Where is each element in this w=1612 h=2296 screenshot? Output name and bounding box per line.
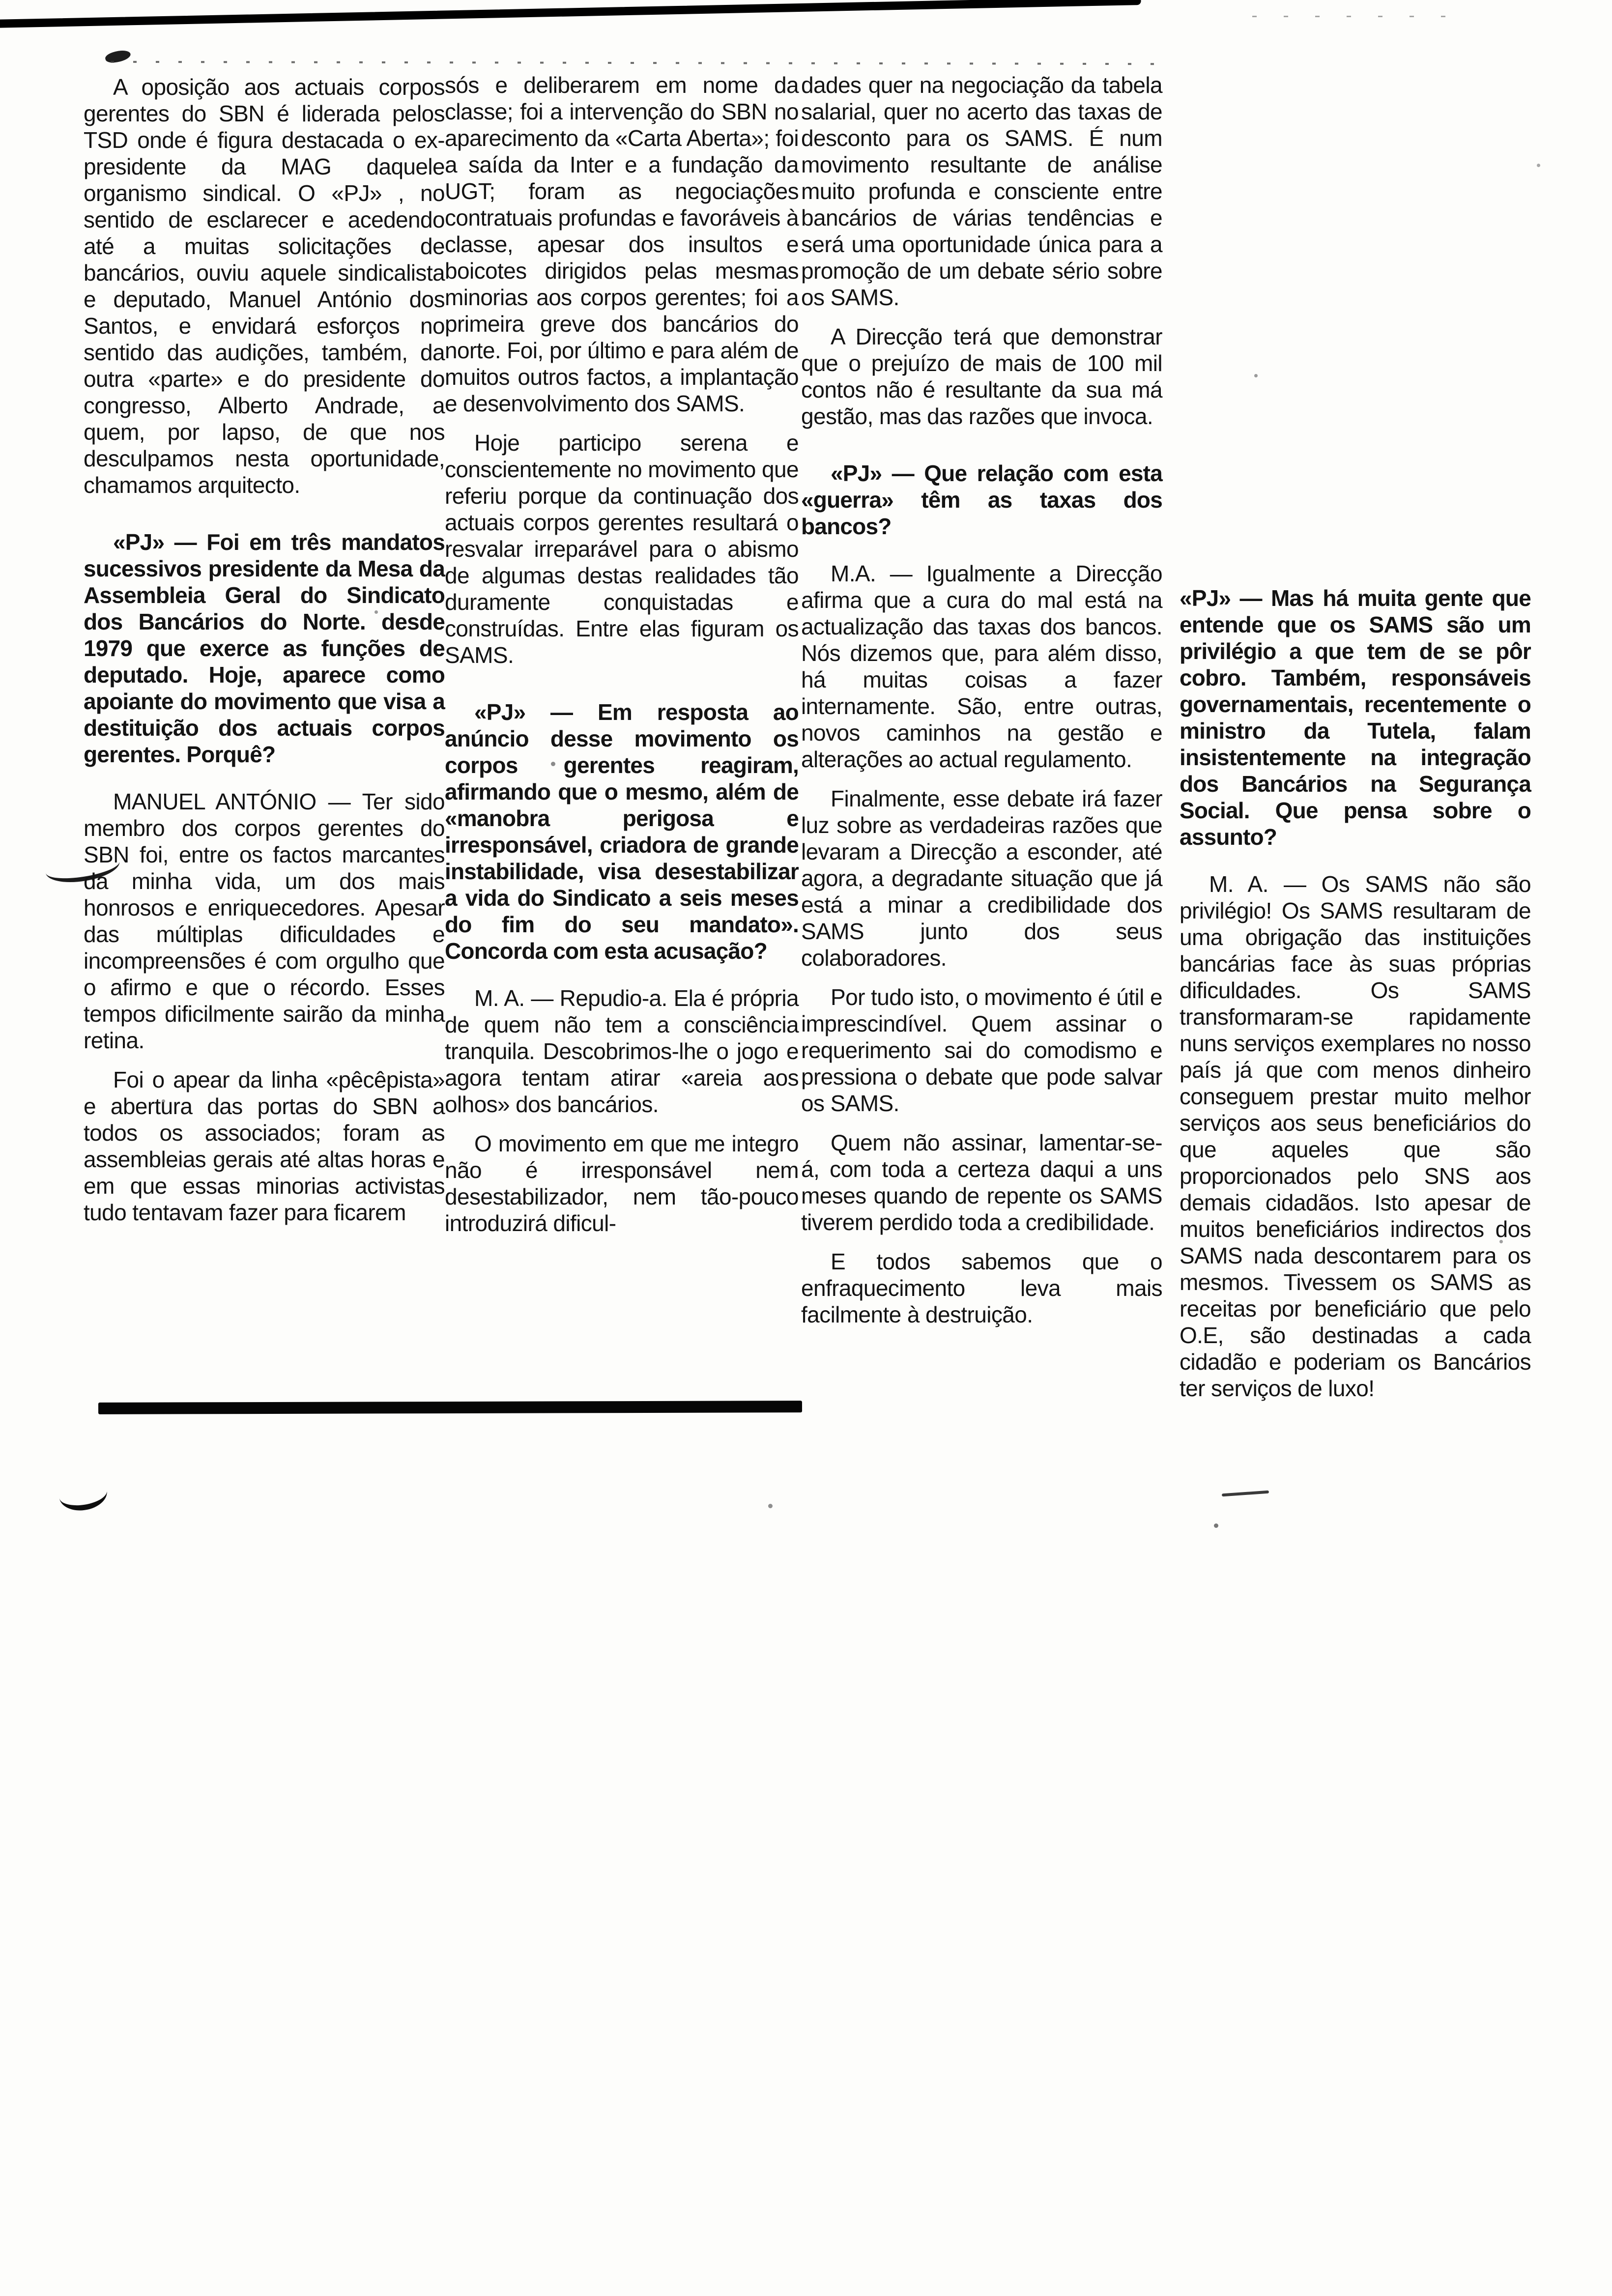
article-column-1 xyxy=(84,74,445,1226)
handwritten-margin-mark xyxy=(57,1475,110,1514)
question-paragraph: «PJ» — Mas há muita gente que entende que os SAMS são um privilégio a que tem de se pôr cobro. Também, responsáveis governamentais, recentemente o ministro da Tutela, falam insistentemente na integração dos Bancários na Segurança Social. Que pensa sobre o assunto? xyxy=(1180,585,1531,850)
article-column-2 xyxy=(445,72,799,1236)
body-paragraph: Finalmente, esse debate irá fazer luz sobre as verdadeiras razões que levaram a Direcção a esconder, até agora, a degradante situação que já está a minar a credibilidade dos SAMS junto dos seus colaboradores. xyxy=(801,786,1162,971)
scan-noise-specks xyxy=(0,0,2,2)
article-column-4 xyxy=(1180,585,1531,1402)
body-paragraph: dades quer na negociação da tabela salarial, quer no acerto das taxas de desconto para os SAMS. É num movimento resultante de análise muito profunda e consciente entre bancários de várias tendências e será uma oportunidade única para a promoção de um debate sério sobre os SAMS. xyxy=(801,72,1162,310)
intro-paragraph: A oposição aos actuais corpos gerentes do SBN é liderada pelos TSD onde é figura destacada o ex-presidente da MAG daquele organismo sindical. O «PJ» , no sentido de esclarecer e acedendo até a muitas solicitações de bancários, ouviu aquele sindicalista e deputado, Manuel António dos Santos, e envidará esforços no sentido das audições, também, da outra «parte» e do presidente do congresso, Alberto Andrade, a quem, por lapso, de que nos desculpamos nesta oportunidade, chamamos arquitecto. xyxy=(84,74,445,498)
body-paragraph: A Direcção terá que demonstrar que o prejuízo de mais de 100 mil contos não é resultante da sua má gestão, mas das razões que invoca. xyxy=(801,324,1162,429)
answer-paragraph: MANUEL ANTÓNIO — Ter sido membro dos corpos gerentes do SBN foi, entre os factos marcantes da minha vida, um dos mais honrosos e enriquecedores. Apesar das múltiplas dificuldades e incompreensões é com orgulho que o afirmo e que o récordo. Esses tempos dificilmente sairão da minha retina. xyxy=(84,789,445,1053)
article-column-3 xyxy=(801,72,1162,1328)
answer-paragraph: M. A. — Repudio-a. Ela é própria de quem não tem a consciência tranquila. Descobrimos-lhe o jogo e agora tentam atirar «areia aos olhos» dos bancários. xyxy=(445,985,799,1117)
scan-artifact xyxy=(111,61,1162,65)
body-paragraph: E todos sabemos que o enfraquecimento leva mais facilmente à destruição. xyxy=(801,1249,1162,1327)
body-paragraph: sós e deliberarem em nome da classe; foi a intervenção do SBN no aparecimento da «Carta Aberta»; foi a saída da Inter e a fundação da UGT; foram as negociações contratuais profundas e favoráveis à classe, apesar dos insultos e boicotes dirigidos pelas mesmas minorias aos corpos gerentes; foi a primeira greve dos bancários do norte. Foi, por último e para além de muitos outros factos, a implantação e desenvolvimento dos SAMS. xyxy=(445,72,799,416)
body-paragraph: Quem não assinar, lamentar-se-á, com toda a certeza daqui a uns meses quando de repente os SAMS tiverem perdido toda a credibilidade. xyxy=(801,1130,1162,1235)
handwritten-margin-mark xyxy=(1222,1491,1269,1497)
question-paragraph: «PJ» — Foi em três mandatos sucessivos presidente da Mesa da Assembleia Geral do Sindicato dos Bancários do Norte. desde 1979 que exerce as funções de deputado. Hoje, aparece como apoiante do movimento que visa a destituição dos actuais corpos gerentes. Porquê? xyxy=(84,529,445,767)
top-edge-scan-bar xyxy=(0,0,1141,28)
answer-paragraph: M. A. — Os SAMS não são privilégio! Os SAMS resultaram de uma obrigação das instituições bancárias face às suas próprias dificuldades. Os SAMS transformaram-se rapidamente nuns serviços exemplares no nosso país já que com menos dinheiro conseguem prestar muito melhor serviços aos seus beneficiários do que aqueles que são proporcionados pelo SNS aos demais cidadãos. Isto apesar de muitos beneficiários indirectos dos SAMS nada descontarem para os mesmos. Tivessem os SAMS as receitas por beneficiário que pelo O.E, são destinadas a cada cidadão e poderiam os Bancários ter serviços de luxo! xyxy=(1180,871,1531,1401)
body-paragraph: Hoje participo serena e conscientemente no movimento que referiu porque da continuação dos actuais corpos gerentes resultará o resvalar irreparável para o abismo de algumas destas realidades tão duramente conquistadas e construídas. Entre elas figuram os SAMS. xyxy=(445,430,799,668)
question-paragraph: «PJ» — Que relação com esta «guerra» têm as taxas dos bancos? xyxy=(801,460,1162,539)
body-paragraph: Por tudo isto, o movimento é útil e imprescindível. Quem assinar o requerimento sai do comodismo e pressiona o debate que pode salvar os SAMS. xyxy=(801,984,1162,1116)
section-divider-rule xyxy=(98,1401,802,1414)
scan-artifact xyxy=(1252,16,1464,17)
question-paragraph: «PJ» — Em resposta ao anúncio desse movimento os corpos gerentes reagiram, afirmando que o mesmo, além de «manobra perigosa e irresponsável, criadora de grande instabilidade, visa desestabilizar a vida do Sindicato a seis meses do fim do seu mandato». Concorda com esta acusação? xyxy=(445,699,799,964)
body-paragraph: O movimento em que me integro não é irresponsável nem desestabilizador, nem tão-pouco introduzirá dificul- xyxy=(445,1131,799,1236)
body-paragraph: Foi o apear da linha «pêcêpista» e abertura das portas do SBN a todos os associados; foram as assembleias gerais até altas horas e em que essas minorias activistas tudo tentavam fazer para ficarem xyxy=(84,1067,445,1225)
answer-paragraph: M.A. — Igualmente a Direcção afirma que a cura do mal está na actualização das taxas dos bancos. Nós dizemos que, para além disso, há muitas coisas a fazer internamente. São, entre outras, novos caminhos na gestão e alterações ao actual regulamento. xyxy=(801,561,1162,772)
